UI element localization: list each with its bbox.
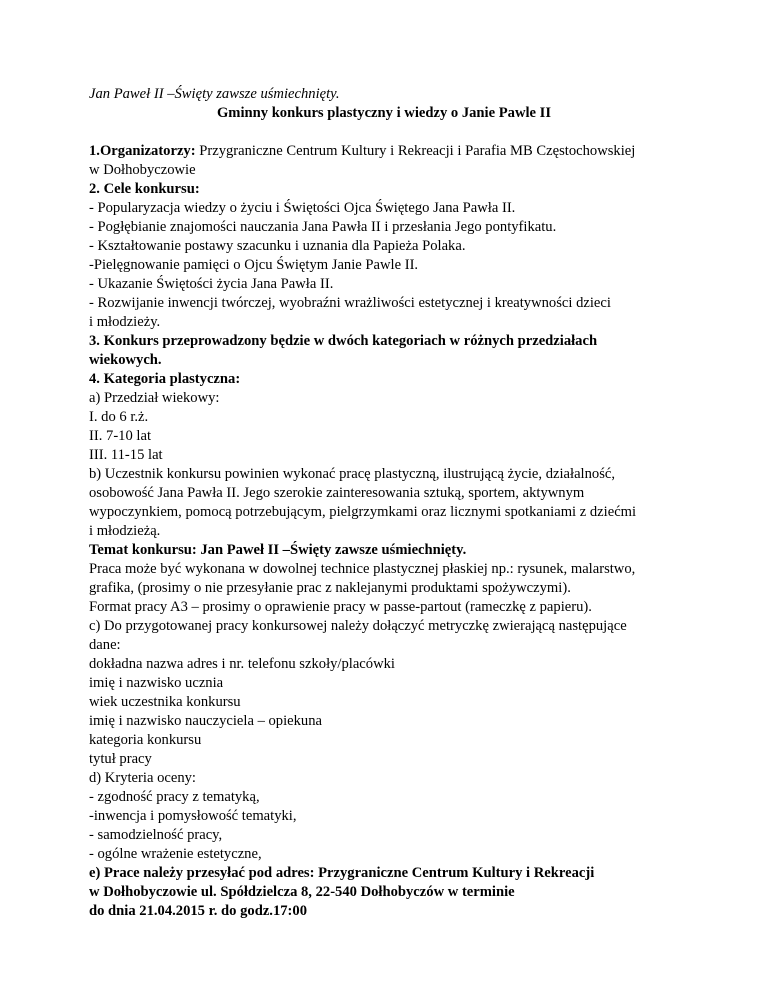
organizers-text: Przygraniczne Centrum Kultury i Rekreacji i Parafia MB Częstochowskiej bbox=[195, 143, 636, 159]
goal-item: - Kształtowanie postawy szacunku i uznania dla Papieża Polaka. bbox=[89, 238, 466, 254]
organizers-label: 1.Organizatorzy: bbox=[89, 143, 196, 159]
criteria-item: -inwencja i pomysłowość tematyki, bbox=[89, 808, 297, 824]
goal-item: -Pielęgnowanie pamięci o Ojcu Świętym Janie Pawle II. bbox=[89, 257, 419, 273]
technique-text: Format pracy A3 – prosimy o oprawienie pracy w passe-partout (rameczkę z papieru). bbox=[89, 599, 592, 615]
metric-item: imię i nazwisko ucznia bbox=[89, 675, 224, 691]
metric-item: wiek uczestnika konkursu bbox=[89, 694, 241, 710]
goal-item: - Ukazanie Świętości życia Jana Pawła II. bbox=[89, 276, 334, 292]
criteria-label: d) Kryteria oceny: bbox=[89, 770, 196, 786]
metric-item: tytuł pracy bbox=[89, 751, 152, 767]
criteria-item: - zgodność pracy z tematyką, bbox=[89, 789, 260, 805]
metric-intro: c) Do przygotowanej pracy konkursowej należy dołączyć metryczkę zwierającą następujące bbox=[89, 618, 627, 634]
metric-intro: dane: bbox=[89, 637, 121, 653]
section3-heading-cont: wiekowych. bbox=[89, 352, 162, 368]
age-range-label: a) Przedział wiekowy: bbox=[89, 390, 220, 406]
task-description: osobowość Jana Pawła II. Jego szerokie zainteresowania sztuką, sportem, aktywnym bbox=[89, 485, 585, 501]
goal-item: - Popularyzacja wiedzy o życiu i Świętości Ojca Świętego Jana Pawła II. bbox=[89, 200, 516, 216]
submission-info: w Dołhobyczowie ul. Spółdzielcza 8, 22-540 Dołhobyczów w terminie bbox=[89, 884, 515, 900]
age-range-item: III. 11-15 lat bbox=[89, 447, 163, 463]
technique-text: grafika, (prosimy o nie przesyłanie prac z naklejanymi produktami spożywczymi). bbox=[89, 580, 571, 596]
contest-theme: Temat konkursu: Jan Paweł II –Święty zawsze uśmiechnięty. bbox=[89, 542, 467, 558]
age-range-item: I. do 6 r.ż. bbox=[89, 409, 149, 425]
metric-item: kategoria konkursu bbox=[89, 732, 202, 748]
submission-deadline: do dnia 21.04.2015 r. do godz.17:00 bbox=[89, 903, 307, 919]
criteria-item: - ogólne wrażenie estetyczne, bbox=[89, 846, 262, 862]
document-title: Gminny konkurs plastyczny i wiedzy o Janie Pawle II bbox=[216, 105, 552, 121]
metric-item: dokładna nazwa adres i nr. telefonu szkoły/placówki bbox=[89, 656, 395, 672]
document-subtitle: Jan Paweł II –Święty zawsze uśmiechnięty. bbox=[89, 86, 340, 102]
organizers-line bbox=[89, 142, 635, 161]
task-description: b) Uczestnik konkursu powinien wykonać pracę plastyczną, ilustrującą życie, działalność, bbox=[89, 466, 615, 482]
age-range-item: II. 7-10 lat bbox=[89, 428, 152, 444]
task-description: i młodzieżą. bbox=[89, 523, 161, 539]
goals-heading: 2. Cele konkursu: bbox=[89, 181, 200, 197]
goal-item: - Pogłębianie znajomości nauczania Jana Pawła II i przesłania Jego pontyfikatu. bbox=[89, 219, 557, 235]
task-description: wypoczynkiem, pomocą potrzebującym, pielgrzymkami oraz licznymi spotkaniami z dziećmi bbox=[89, 504, 637, 520]
organizers-text-cont: w Dołhobyczowie bbox=[89, 162, 196, 178]
submission-info: e) Prace należy przesyłać pod adres: Przygraniczne Centrum Kultury i Rekreacji bbox=[89, 865, 595, 881]
metric-item: imię i nazwisko nauczyciela – opiekuna bbox=[89, 713, 323, 729]
section3-heading: 3. Konkurs przeprowadzony będzie w dwóch kategoriach w różnych przedziałach bbox=[89, 333, 598, 349]
goal-item: - Rozwijanie inwencji twórczej, wyobraźni wrażliwości estetycznej i kreatywności dzieci bbox=[89, 295, 611, 311]
goal-item: i młodzieży. bbox=[89, 314, 161, 330]
section4-heading: 4. Kategoria plastyczna: bbox=[89, 371, 241, 387]
criteria-item: - samodzielność pracy, bbox=[89, 827, 223, 843]
technique-text: Praca może być wykonana w dowolnej technice plastycznej płaskiej np.: rysunek, malarstwo, bbox=[89, 561, 636, 577]
